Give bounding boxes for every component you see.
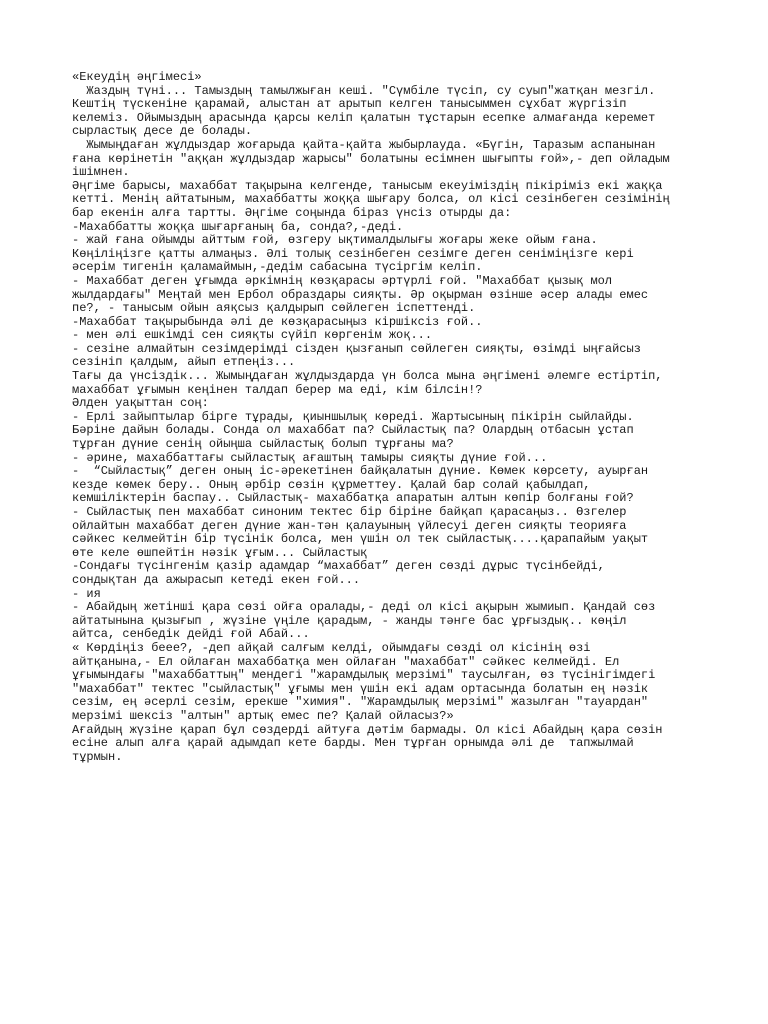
text-line: мерзімі шексіз "алтын" артық емес пе? Қалай ойласыз?»	[72, 708, 454, 723]
text-line: « Көрдіңіз беее?, -деп айқай салғым келді, ойымдағы сөзді ол кісінің өзі	[72, 640, 591, 655]
text-line: тұрған дүние сенің ойыңша сыйластық болып тұрғаны ма?	[72, 437, 454, 452]
document-title: «Екеудің әңгімесі»	[72, 70, 202, 84]
text-line: айтатынына қызығып , жүзіне үңіле қарадым, - жанды тәнге бас ұрғыздық.. көңіл	[72, 613, 627, 628]
text-line: Әлден уақыттан соң:	[72, 396, 209, 411]
text-line: - Ерлі зайыптылар бірге тұрады, қиыншылық көреді. Жартысының пікірін сыйлайды.	[72, 409, 634, 424]
text-line: айтса, сенбедік дейді ғой Абай...	[72, 627, 310, 642]
text-line: сәйкес келмейтін бір түсінік болса, мен үшін ол тек сыйластық....қарапайым уақыт	[72, 532, 649, 547]
text-line: - жай ғана ойымды айттым ғой, өзгеру ықтималдылығы жоғары жеке ойым ғана.	[72, 233, 598, 248]
text-line: Жаздың түні... Тамыздың тамылжыған кеші. "Сүмбіле түсіп, су суып"жатқан мезгіл.	[72, 83, 656, 98]
text-line: әсерім тигенін қаламаймын,-дедім сабасына түсіргім келіп.	[72, 260, 483, 275]
text-line: Көңіліңізге қатты алмаңыз. Әлі толық сезінбеген сезімге деген сеніміңізге кері	[72, 246, 634, 261]
text-line: келеміз. Ойымыздың арасында қарсы келіп қалатын тұстарын есепке алмағанда керемет	[72, 110, 656, 125]
text-line: - әрине, махаббаттағы сыйластық ағаштың тамыры сияқты дүние ғой...	[72, 450, 548, 465]
text-line: - Сыйластық пен махаббат синоним тектес бір біріне байқап қарасаңыз.. Өзгелер	[72, 505, 627, 519]
text-line: кемшіліктерін баспау.. Сыйластық- махаббатқа апаратын алтын көпір болғаны ғой?	[72, 491, 634, 506]
text-line: есіне алып алға қарай адымдап кете барды. Мен тұрған орнымда әлі де тапжылмай	[72, 736, 634, 751]
text-line: - ия	[72, 586, 101, 601]
text-line: Бәріне дайын болады. Сонда ол махаббат па? Сыйластық па? Олардың отбасын ұстап	[72, 423, 634, 438]
text-line: кетті. Менің айтатыным, махаббатты жоққа шығару болса, ол кісі сезінбеген сезімінің	[72, 192, 670, 207]
text-line: - Махаббат деген ұғымда әркімнің көзқарасы әртүрлі ғой. "Махаббат қызық мол	[72, 273, 613, 288]
text-line: - “Сыйластық” деген оның іс-әрекетінен байқалатын дүние. Көмек көрсету, ауырған	[72, 464, 649, 479]
text-line: ойлайтын махаббат деген дүние жан-тән қалауының үйлесуі деген сияқты теорияға	[72, 518, 627, 533]
text-line: бар екенін алға тартты. Әңгіме соңында біраз үнсіз отырды да:	[72, 205, 512, 220]
text-line: -Махаббатты жоққа шығарғаның ба, сонда?,-деді.	[72, 219, 404, 234]
text-line: жылдардағы" Меңтай мен Ербол образдары сияқты. Әр оқырман өзінше әсер алады емес	[72, 287, 649, 302]
text-line: - мен әлі ешкімді сен сияқты сүйіп көргенім жоқ...	[72, 328, 433, 343]
text-line: Әңгіме барысы, махаббат тақырына келгенде, танысым екеуіміздің пікіріміз екі жаққа	[72, 178, 663, 193]
text-line: -Махаббат тақырыбында әлі де көзқарасыңыз кіршіксіз ғой..	[72, 314, 483, 329]
text-line: кезде көмек беру.. Оның әрбір сөзін құрметтеу. Қалай бар солай қабылдап,	[72, 477, 591, 492]
text-line: ұғымындағы "махаббаттың" мендегі "жарамдылық мерзімі" таусылған, өз түсінігімдегі	[72, 668, 656, 683]
text-line: Тағы да үнсіздік... Жымыңдаған жұлдыздарда үн болса мына әңгімені әлемге естіртіп,	[72, 369, 663, 384]
text-line: ғана көрінетін "аққан жұлдыздар жарысы" болатыны есімнен шығыпты ғой»,- деп ойладым	[72, 151, 670, 166]
text-line: пе?, - танысым ойын аяқсыз қалдырып сөйлеген іспеттенді.	[72, 301, 476, 316]
text-line: Ағайдың жүзіне қарап бұл сөздерді айтуға дәтім бармады. Ол кісі Абайдың қара сөзін	[72, 722, 663, 737]
text-line: махаббат ұғымын кеңінен талдап берер ма еді, кім білсін!?	[72, 382, 483, 397]
text-line: тұрмын.	[72, 749, 123, 764]
text-line: сезініп қалдым, айып етпеңіз...	[72, 355, 296, 370]
text-line: - сезіне алмайтын сезімдерімді сізден қызғанып сөйлеген сияқты, өзімді ыңғайсыз	[72, 341, 641, 356]
text-line: сырластық десе де болады.	[72, 124, 253, 139]
text-line: Кештің түскеніне қарамай, алыстан ат арытып келген танысыммен сұхбат жүргізіп	[72, 97, 627, 112]
text-line: "махаббат" тектес "сыйластық" ұғымы мен үшін екі адам ортасында болатын ең нәзік	[72, 681, 649, 696]
text-line: өте келе өшпейтін нәзік ұғым... Сыйластық	[72, 545, 368, 560]
text-line: айтқанына,- Ел ойлаған махаббатқа мен ойлаған "махаббат" сәйкес келмейді. Ел	[72, 654, 620, 669]
text-line: сезім, ең әсерлі сезім, ерекше "химия". "Жарамдылық мерзімі" жазылған "тауардан"	[72, 695, 649, 710]
text-line: Жымыңдаған жұлдыздар жоғарыда қайта-қайта жыбырлауда. «Бүгін, Таразым аспанынан	[72, 137, 656, 152]
document-body	[72, 71, 712, 764]
text-line: сондықтан да ажырасып кетеді екен ғой...	[72, 572, 361, 587]
text-line: -Сондағы түсінгенім қазір адамдар “махаббат” деген сөзді дұрыс түсінбейді,	[72, 559, 605, 574]
text-line: - Абайдың жетінші қара сөзі ойға оралады,- деді ол кісі ақырын жымиып. Қандай сөз	[72, 600, 656, 615]
text-line: ішімнен.	[72, 165, 130, 180]
